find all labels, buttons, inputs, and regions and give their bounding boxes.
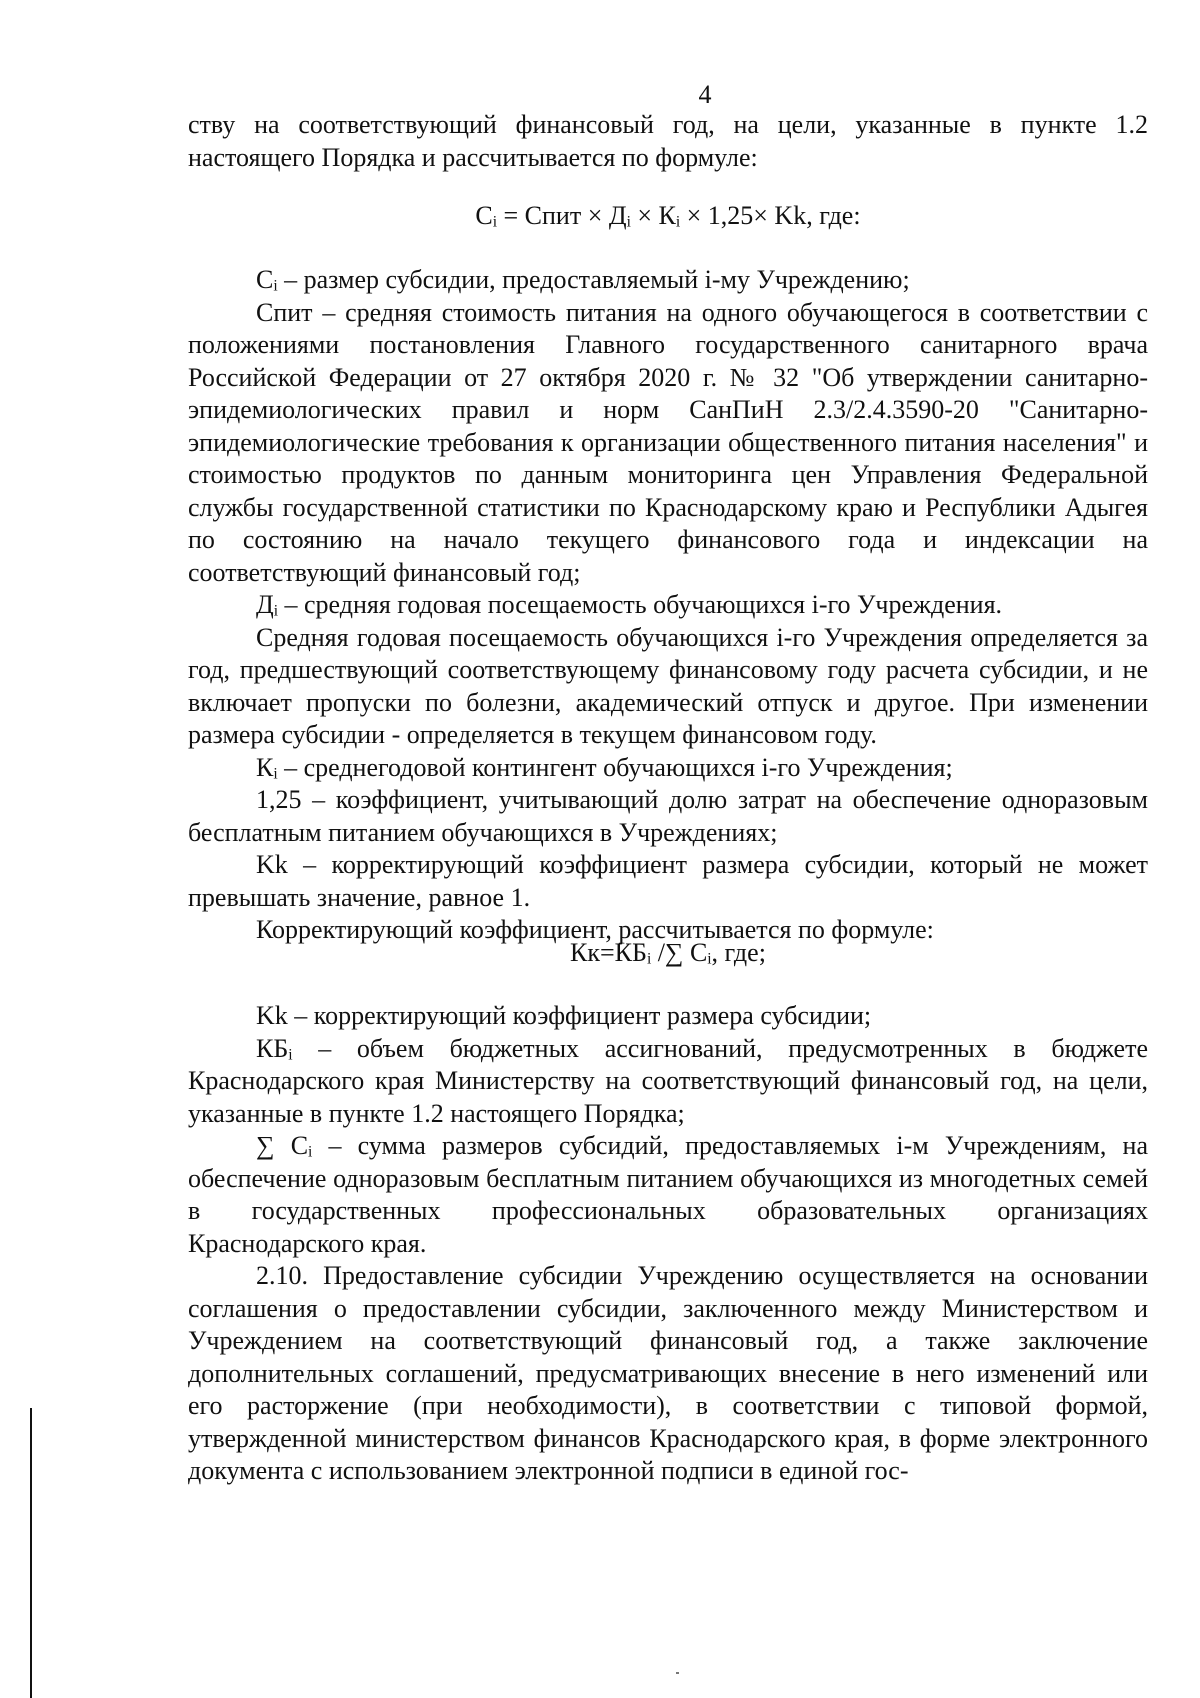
definition-ki: Кᵢ – среднегодовой контингент обучающихся i-го Учреждения; — [256, 752, 953, 782]
paragraph-2-10: 2.10. Предоставление субсидии Учреждению осуществляется на основании соглашения о предоставлении субсидии, заключенного между Министерством и Учреждением на соответствующий финансовый год, а также заключение дополнительных соглашений, предусматривающих внесение в него изменений или его расторжение (при необходимости), в соответствии с типовой формой, утвержденной министерством финансов Краснодарского края, в форме электронного документа с использованием электронной подписи в единой гос- — [188, 1261, 1148, 1485]
intro-text: ству на соответствующий финансовый год, на цели, указанные в пункте 1.2 настоящего Порядка и рассчитывается по формуле: — [188, 110, 1148, 172]
definitions-block-2 — [188, 1000, 1148, 1488]
scan-speck — [676, 1672, 679, 1674]
definition-spit: Спит – средняя стоимость питания на одного обучающегося в соответствии с положениями постановления Главного государственного санитарного врача Российской Федерации от 27 октября 2020 г. № 32 "Об утверждении санитарно-эпидемиологических правил и норм СанПиН 2.3/2.4.3590-20 "Санитарно-эпидемиологические требования к организации общественного питания населения" и стоимостью продуктов по данным мониторинга цен Управления Федеральной службы государственной статистики по Краснодарскому краю и Республики Адыгея по состоянию на начало текущего финансового года и индексации на соответствующий финансовый год; — [188, 297, 1148, 587]
attendance-paragraph: Средняя годовая посещаемость обучающихся i-го Учреждения определяется за год, предшествующий соответствующему финансовому году расчета субсидии, и не включает пропуски по болезни, академический отпуск и другое. При изменении размера субсидии - определяется в текущем финансовом году. — [188, 622, 1148, 749]
definition-ci: Сᵢ – размер субсидии, предоставляемый i-му Учреждению; — [256, 265, 910, 294]
intro-paragraph — [188, 109, 1148, 174]
scan-margin-line — [30, 1408, 32, 1698]
correction-coefficient-intro: Корректирующий коэффициент, рассчитывается по формуле: — [256, 915, 934, 944]
definition-coefficient-125: 1,25 – коэффициент, учитывающий долю затрат на обеспечение одноразовым бесплатным питанием обучающихся в Учреждениях; — [188, 785, 1148, 847]
definition-sum-ci: ∑ Сᵢ – сумма размеров субсидий, предоставляемых i-м Учреждениям, на обеспечение одноразовым бесплатным питанием обучающихся из многодетных семей в государственных профессиональных образовательных организациях Краснодарского края. — [188, 1131, 1148, 1258]
definition-kbi: КБᵢ – объем бюджетных ассигнований, предусмотренных в бюджете Краснодарского края Министерству на соответствующий финансовый год, на цели, указанные в пункте 1.2 настоящего Порядка; — [188, 1033, 1148, 1128]
subsidy-formula: Сᵢ = Спит × Дᵢ × Кᵢ × 1,25× Kk, где: — [475, 201, 861, 230]
page-number: 4 — [698, 80, 712, 109]
definition-kk-2: Kk – корректирующий коэффициент размера субсидии; — [256, 1001, 872, 1030]
definition-di: Дᵢ – средняя годовая посещаемость обучающихся i-го Учреждения. — [256, 590, 1003, 619]
definition-kk: Kk – корректирующий коэффициент размера субсидии, который не может превышать значение, равное 1. — [188, 850, 1148, 912]
definitions-block-1 — [188, 264, 1148, 947]
correction-formula: Кк=КБᵢ /∑ Сᵢ, где; — [570, 938, 766, 967]
